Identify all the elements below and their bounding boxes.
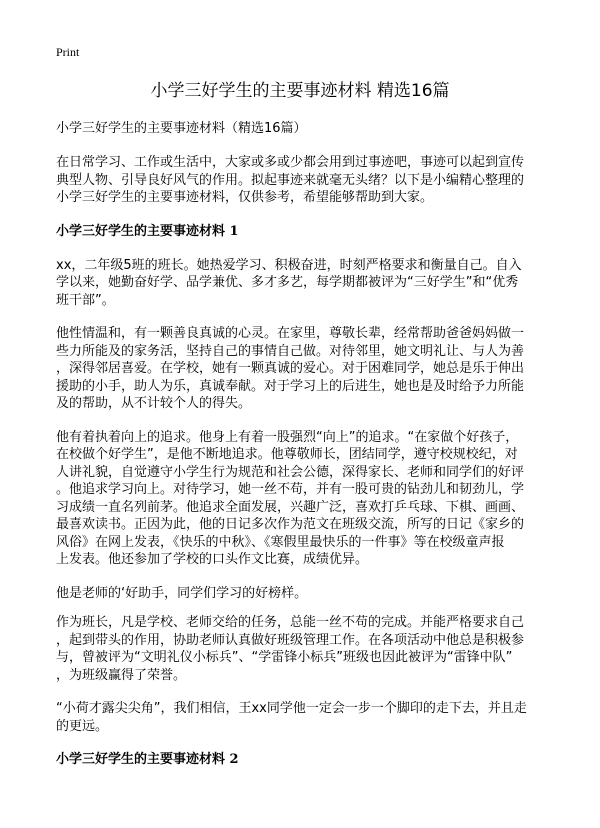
section-heading: 小学三好学生的主要事迹材料 2 xyxy=(56,752,239,767)
paragraph xyxy=(56,325,546,413)
text-line: xx，二年级5班的班长。她热爱学习、积极奋进，时刻严格要求和衡量自己。自入 xyxy=(56,257,522,273)
text-line: 他有着执着向上的追求。他身上有着一股强烈“向上”的追求。“在家做个好孩子， xyxy=(56,429,519,445)
intro-paragraph xyxy=(56,154,546,207)
text-line: 风俗》在网上发表，《快乐的中秋》、《寒假里最快乐的一件事》等在校级童声报 xyxy=(56,534,505,550)
text-line: 小学三好学生的主要事迹材料，仅供参考，希望能够帮助到大家。 xyxy=(56,190,434,205)
text-line: ，起到带头的作用，协助老师认真做好班级管理工作。在各项活动中他总是积极参 xyxy=(56,632,525,648)
paragraph xyxy=(56,700,546,735)
text-line: 些力所能及的家务活，坚持自己的事情自己做。对待邻里，她文明礼让、与人为善 xyxy=(56,343,525,359)
text-line: ，深得邻居喜爱。在学校，她有一颗真诚的爱心。对于困难同学，她总是乐于伸出 xyxy=(56,361,525,376)
text-line: 与，曾被评为“文明礼仪小标兵”、“学雷锋小标兵”班级也因此被评为“雷锋中队” xyxy=(56,650,513,665)
text-line: 的更远。 xyxy=(56,718,109,734)
print-link[interactable]: Print xyxy=(56,45,80,59)
paragraph xyxy=(56,257,546,310)
text-line: 援助的小手，助人为乐，真诚奉献。对于学习上的后进生，她也是及时给予力所能 xyxy=(56,378,525,394)
paragraph xyxy=(56,429,546,569)
text-line: 最喜欢读书。正因为此，他的日记多次作为范文在班级交流，所写的日记《家乡的 xyxy=(56,517,525,532)
document-title: 小学三好学生的主要事迹材料 精选16篇 xyxy=(150,81,450,101)
text-line: 习成绩一直名列前茅。他追求全面发展，兴趣广泛，喜欢打乒乓球、下棋、画画、 xyxy=(56,499,525,515)
text-line: 他性情温和，有一颗善良真诚的心灵。在家里，尊敬长辈，经常帮助爸爸妈妈做一 xyxy=(56,326,525,341)
document-subtitle: 小学三好学生的主要事迹材料（精选16篇） xyxy=(56,121,307,136)
text-line: “小荷才露尖尖角”，我们相信，王xx同学他一定会一步一个脚印的走下去，并且走 xyxy=(56,701,527,716)
text-line: 班干部”。 xyxy=(56,292,115,308)
text-line: ，为班级赢得了荣誉。 xyxy=(56,667,187,683)
text-line: 上发表。他还参加了学校的口头作文比赛，成绩优异。 xyxy=(56,552,369,567)
section-heading: 小学三好学生的主要事迹材料 1 xyxy=(56,223,239,239)
text-line: 人讲礼貌，自觉遵守小学生行为规范和社会公德，深得家长、老师和同学们的好评 xyxy=(56,464,525,480)
text-line: 在日常学习、工作或生活中，大家或多或少都会用到过事迹吧，事迹可以起到宣传 xyxy=(56,155,525,170)
document-body xyxy=(56,120,546,785)
text-line: 及的帮助，从不计较个人的得失。 xyxy=(56,396,252,411)
text-line: 作为班长，凡是学校、老师交给的任务，总能一丝不苟的完成。并能严格要求自己 xyxy=(56,615,525,630)
paragraph xyxy=(56,614,546,684)
text-line: 在校做个好学生”，是他不断地追求。他尊敬师长，团结同学，遵守校规校纪，对 xyxy=(56,447,518,462)
text-line: 他是老师的‘好助手，同学们学习的好榜样。 xyxy=(56,585,308,601)
text-line: 。他追求学习向上。对待学习，她一丝不苟，并有一股可贵的钻劲儿和韧劲儿，学 xyxy=(56,482,525,497)
text-line: 学以来，她勤奋好学、品学兼优、多才多艺，每学期都被评为“三好学生”和“优秀 xyxy=(56,275,519,290)
text-line: 典型人物、引导良好风气的作用。拟起事迹来就毫无头绪？以下是小编精心整理的 xyxy=(56,172,525,188)
paragraph xyxy=(56,585,546,603)
